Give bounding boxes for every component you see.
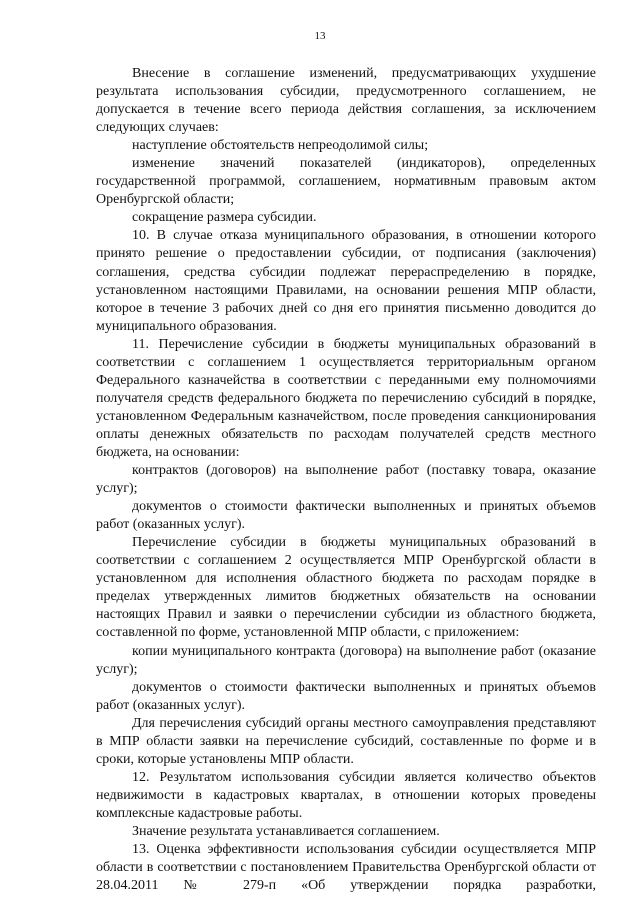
- paragraph-item-12: 12. Результатом использования субсидии является количество объектов недвижимости в кадастровых кварталах, в отношении которых проведены комплексные кадастровые работы.: [96, 769, 596, 821]
- paragraph-cost-documents: документов о стоимости фактически выполненных и принятых объемов работ (оказанных услуг).: [96, 499, 596, 533]
- paragraph-force-majeure: наступление обстоятельств непреодолимой силы;: [132, 138, 429, 154]
- paragraph-contract-copies: копии муниципального контракта (договора) на выполнение работ (оказание услуг);: [96, 643, 596, 677]
- paragraph-result-value: Значение результата устанавливается соглашением.: [132, 823, 440, 839]
- paragraph-contracts: контрактов (договоров) на выполнение работ (поставку товара, оказание услуг);: [96, 463, 596, 497]
- paragraph-item-13: 13. Оценка эффективности использования субсидии осуществляется МПР области в соответствии с постановлением Правительства Оренбургской области от 28.04.2011 № 279-п «Об утверждении порядка разработки,: [96, 842, 596, 894]
- paragraph-item-10: 10. В случае отказа муниципального образования, в отношении которого принято решение о предоставлении субсидии, от подписания (заключения) соглашения, средства субсидии подлежат перераспределению в порядке, установленном настоящими Правилами, на основании решения МПР области, которое в течение 3 рабочих дней со дня его принятия письменно доводится до муниципального образования.: [96, 228, 596, 334]
- paragraph-agreement-2-transfer: Перечисление субсидии в бюджеты муниципальных образований в соответствии с соглашением 2 осуществляется МПР Оренбургской области в установленном для исполнения областного бюджета по расходам порядке в пределах утвержденных лимитов бюджетных обязательств на основании настоящих Правил и заявки о перечислении субсидии из областного бюджета, составленной по форме, установленной МПР области, с приложением:: [96, 535, 596, 641]
- paragraph-item-11: 11. Перечисление субсидии в бюджеты муниципальных образований в соответствии с соглашением 1 осуществляется территориальным органом Федерального казначейства в соответствии с переданными ему полномочиями получателя средств федерального бюджета по перечислению субсидий в порядке, установленном Федеральным казначейством, после проведения санкционирования оплаты денежных обязательств по расходам получателей средств местного бюджета, на основании:: [96, 336, 596, 460]
- document-body: [96, 65, 596, 895]
- paragraph-cost-documents-2: документов о стоимости фактически выполненных и принятых объемов работ (оказанных услуг).: [96, 679, 596, 713]
- paragraph-indicator-change: изменение значений показателей (индикаторов), определенных государственной программой, соглашением, нормативным правовым актом Оренбургской области;: [96, 156, 596, 208]
- page-number: 13: [314, 30, 326, 42]
- paragraph-amendment-restriction: Внесение в соглашение изменений, предусматривающих ухудшение результата использования субсидии, предусмотренного соглашением, не допускается в течение всего периода действия соглашения, за исключением следующих случаев:: [96, 66, 596, 136]
- paragraph-subsidy-reduction: сокращение размера субсидии.: [132, 210, 317, 226]
- paragraph-applications: Для перечисления субсидий органы местного самоуправления представляют в МПР области заявки на перечисление субсидий, составленные по форме и в сроки, которые установлены МПР области.: [96, 715, 596, 767]
